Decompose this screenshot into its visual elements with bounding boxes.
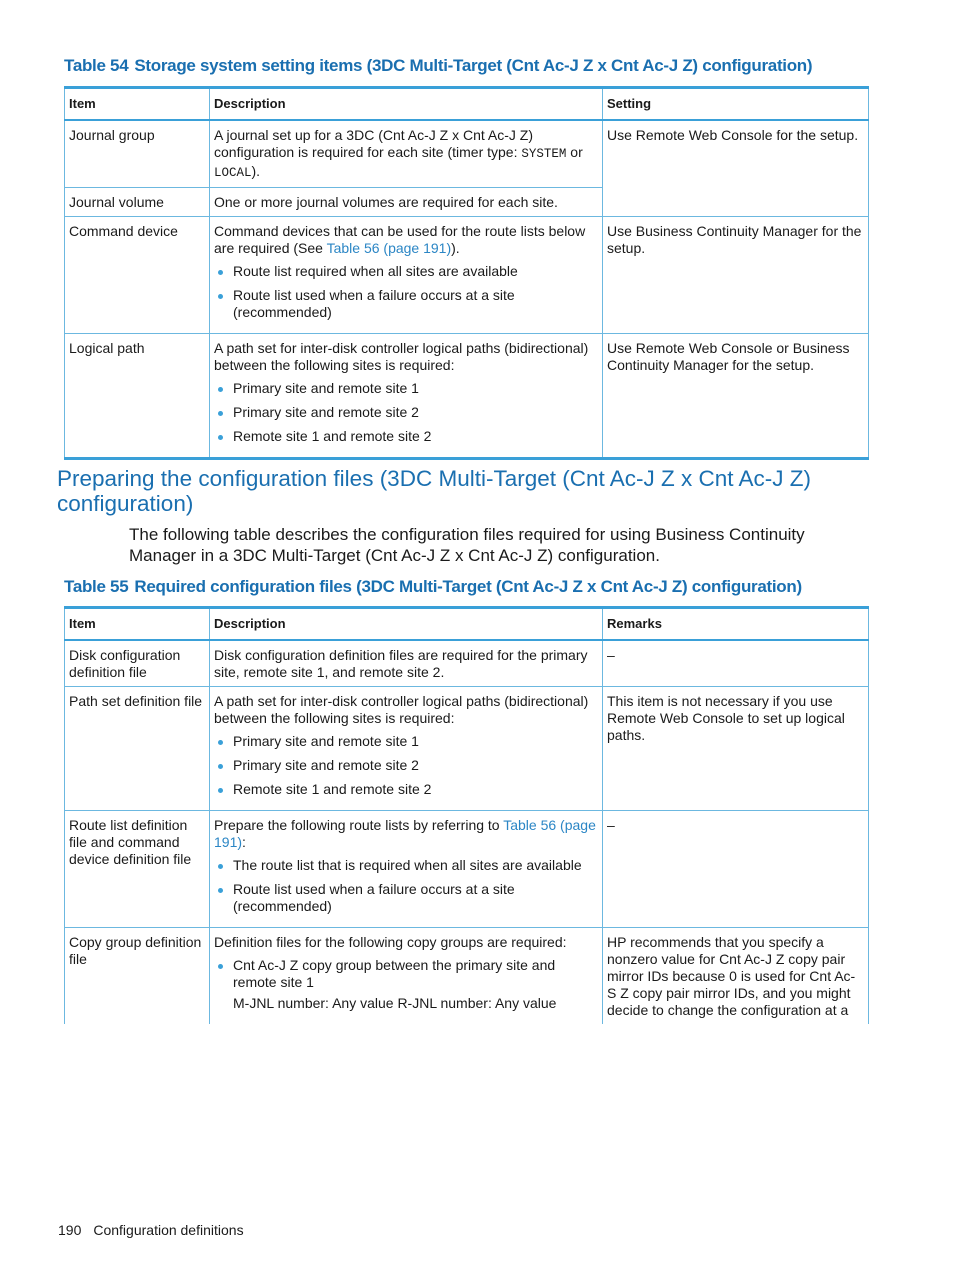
list-item: Remote site 1 and remote site 2 [233,781,598,798]
cell-remarks: This item is not necessary if you use Remote Web Console to set up logical paths. [603,687,869,811]
footer-section-name: Configuration definitions [93,1222,244,1238]
desc-text: A path set for inter-disk controller logical paths (bidirectional) between the following sites is required: [214,693,589,726]
bullet-list [214,263,598,321]
list-item: Primary site and remote site 2 [233,757,598,774]
cell-description [210,687,603,811]
code-system: SYSTEM [521,147,567,161]
cell-remarks: HP recommends that you specify a nonzero value for Cnt Ac-J Z copy pair mirror IDs because 0 is used for Cnt Ac-S Z copy pair mirror IDs, and you might decide to change the configuration at a [603,928,869,1025]
page-footer [58,1222,244,1238]
cell-description [210,811,603,928]
table-row [65,640,869,687]
table-row [65,928,869,1025]
column-header-setting: Setting [603,88,869,121]
desc-text: ). [451,240,460,256]
cell-item: Disk configuration definition file [65,640,210,687]
cell-description [210,334,603,459]
cell-item: Path set definition file [65,687,210,811]
cell-remarks: – [603,640,869,687]
column-header-remarks: Remarks [603,608,869,641]
list-item: Route list required when all sites are available [233,263,598,280]
table-row [65,687,869,811]
cell-description: Disk configuration definition files are required for the primary site, remote site 1, and remote site 2. [210,640,603,687]
list-item: Remote site 1 and remote site 2 [233,428,598,445]
table-55-title: Required configuration files (3DC Multi-Target (Cnt Ac-J Z x Cnt Ac-J Z) configuration) [134,577,802,596]
desc-text: Command devices that can be used for the route lists below are required (See [214,223,586,256]
cell-remarks: – [603,811,869,928]
cell-setting: Use Remote Web Console or Business Continuity Manager for the setup. [603,334,869,459]
table-56-link[interactable]: Table 56 (page 191) [326,240,452,256]
table-54-title: Storage system setting items (3DC Multi-Target (Cnt Ac-J Z x Cnt Ac-J Z) configuration) [134,56,813,75]
desc-text: or [566,144,583,160]
cell-item: Copy group definition file [65,928,210,1025]
bullet-list [214,733,598,798]
list-item: Route list used when a failure occurs at a site (recommended) [233,287,598,321]
list-item: Primary site and remote site 1 [233,380,598,397]
table-56-link[interactable]: Table 56 (page 191) [214,817,596,850]
cell-item: Route list definition file and command device definition file [65,811,210,928]
list-item: Primary site and remote site 2 [233,404,598,421]
desc-text: Definition files for the following copy groups are required: [214,934,567,950]
desc-text: : [242,834,246,850]
desc-text: A path set for inter-disk controller logical paths (bidirectional) between the following sites is required: [214,340,589,373]
table-54 [64,86,869,460]
cell-item: Journal volume [65,188,210,217]
list-item: Cnt Ac-J Z copy group between the primary site and remote site 1 [233,957,598,991]
cell-setting: Use Business Continuity Manager for the setup. [603,217,869,334]
list-item: The route list that is required when all sites are available [233,857,598,874]
list-item: Route list used when a failure occurs at a site (recommended) [233,881,598,915]
table-row [65,217,869,334]
table-55-caption [64,577,802,597]
list-item: Primary site and remote site 1 [233,733,598,750]
column-header-item: Item [65,88,210,121]
bullet-list [214,380,598,445]
table-row [65,811,869,928]
cell-description [210,217,603,334]
column-header-description: Description [210,608,603,641]
cell-description: One or more journal volumes are required for each site. [210,188,603,217]
bullet-list [214,857,598,915]
bullet-list [214,957,598,991]
table-55-label: Table 55 [64,577,129,596]
table-55 [64,606,869,1024]
cell-description [210,120,603,188]
table-54-label: Table 54 [64,56,129,75]
cell-description [210,928,603,1025]
column-header-item: Item [65,608,210,641]
desc-text: Prepare the following route lists by referring to [214,817,504,833]
desc-text: ). [251,163,261,179]
table-row [65,334,869,459]
desc-text: A journal set up for a 3DC (Cnt Ac-J Z x Cnt Ac-J Z) configuration is required for each site (timer type: [214,127,533,160]
section-title: Preparing the configuration files (3DC Multi-Target (Cnt Ac-J Z x Cnt Ac-J Z) configuration) [57,466,812,516]
cell-setting: Use Remote Web Console for the setup. [603,120,869,217]
section-intro: The following table describes the configuration files required for using Business Continuity Manager in a 3DC Multi-Target (Cnt Ac-J Z x Cnt Ac-J Z) configuration. [129,525,805,565]
page-number: 190 [58,1222,82,1238]
table-row [65,120,869,188]
table-54-caption [64,56,812,76]
jnl-number-note: M-JNL number: Any value R-JNL number: Any value [233,995,557,1011]
column-header-description: Description [210,88,603,121]
cell-item: Command device [65,217,210,334]
table-header-row [65,608,869,641]
cell-item: Journal group [65,120,210,188]
table-header-row [65,88,869,121]
cell-item: Logical path [65,334,210,459]
code-local: LOCAL [214,166,252,180]
